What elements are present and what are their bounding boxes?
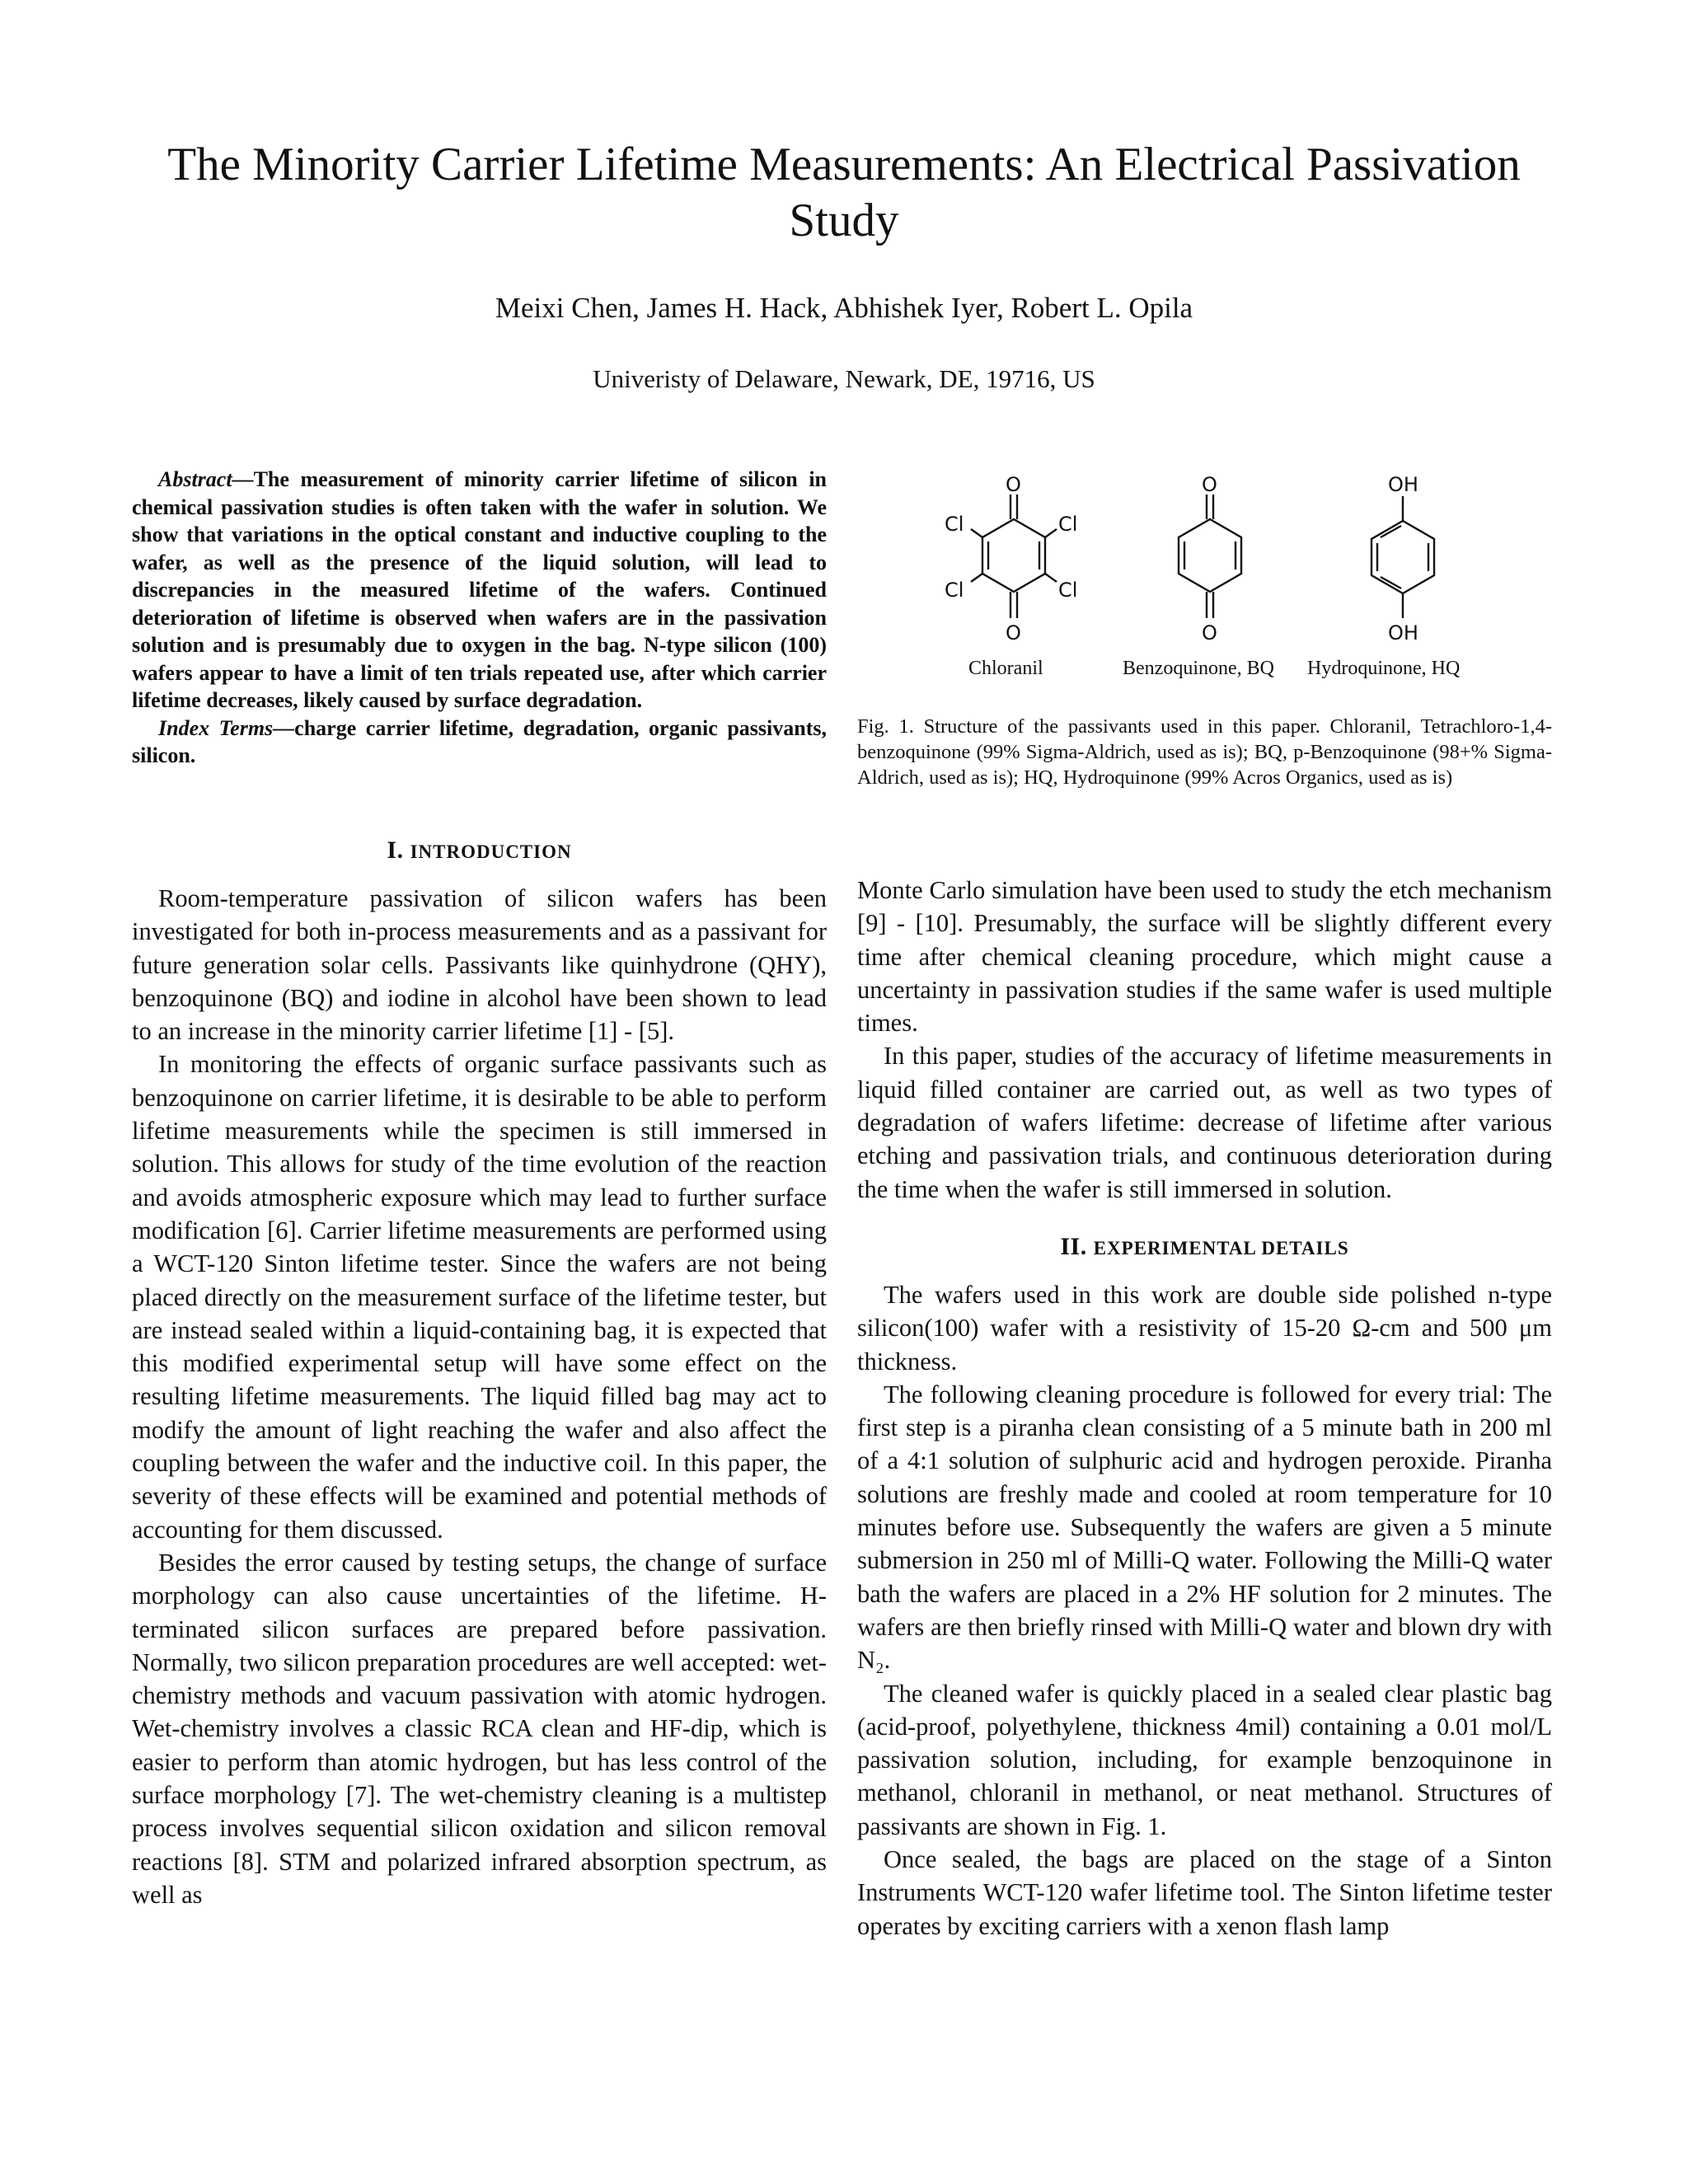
section-heading-experimental <box>857 1230 1552 1265</box>
index-terms-text: charge carrier lifetime, degradation, organic passivants, silicon. <box>132 715 827 767</box>
chloranil-o-bottom: O <box>1006 621 1021 644</box>
abstract-label: Abstract— <box>158 467 254 491</box>
paper-title: The Minority Carrier Lifetime Measurements: An Electrical Passivation Study <box>167 138 1521 246</box>
chemical-structures-diagram <box>907 462 1508 659</box>
figure-1-structures <box>907 462 1508 692</box>
right-column <box>857 874 1552 1943</box>
section-number: I. <box>387 837 404 864</box>
paragraph: Monte Carlo simulation have been used to study the etch mechanism [9] - [10]. Presumably, the surface will be slightly different every time after chemical cleaning procedure, which might cause a uncertainty in passivation studies if the same wafer is used multiple times. <box>857 876 1552 1038</box>
affiliation: Univeristy of Delaware, Newark, DE, 19716, US <box>593 364 1095 393</box>
benzoquinone-label: Benzoquinone, BQ <box>1123 658 1274 679</box>
chloranil-o-top: O <box>1006 473 1021 496</box>
hydroquinone-label: Hydroquinone, HQ <box>1307 658 1461 679</box>
author-list: Meixi Chen, James H. Hack, Abhishek Iyer, Robert L. Opila <box>495 292 1193 324</box>
chloranil-cl-2: Cl <box>1058 579 1078 602</box>
abstract <box>132 466 827 770</box>
paragraph: Room-temperature passivation of silicon wafers has been investigated for both in-process measurements and as a passivant for future generation solar cells. Passivants like quinhydrone (QHY), benzoquinone (BQ) and iodine in alcohol have been shown to lead to an increase in the minority carrier lifetime [1] - [5]. <box>132 884 827 1046</box>
abstract-text: The measurement of minority carrier lifetime of silicon in chemical passivation studies is often taken with the wafer in solution. We show that variations in the optical constant and inductive coupling to the wafer, as well as the presence of the liquid solution, will lead to discrepancies in the measured lifetime of the wafers. Continued deterioration of lifetime is observed when wafers are in the passivation solution and is presumably due to oxygen in the bag. N-type silicon (100) wafers appear to have a limit of ten trials repeated use, after which carrier lifetime decreases, likely caused by surface degradation. <box>132 467 827 712</box>
bq-o-bottom: O <box>1202 621 1217 644</box>
paragraph: Once sealed, the bags are placed on the stage of a Sinton Instruments WCT-120 wafer lifetime tool. The Sinton lifetime tester operates by exciting carriers with a xenon flash lamp <box>857 1845 1552 1940</box>
hq-oh-bottom: OH <box>1388 621 1418 644</box>
left-column <box>132 834 827 1911</box>
paragraph: In this paper, studies of the accuracy of lifetime measurements in liquid filled container are carried out, as well as two types of degradation of wafers lifetime: decrease of lifetime after various etching and passivation trials, and continuous deterioration during the time when the wafer is still immersed in solution. <box>857 1042 1552 1203</box>
benzoquinone-structure <box>1179 494 1241 618</box>
hq-oh-top: OH <box>1388 473 1418 496</box>
paragraph: The wafers used in this work are double side polished n-type silicon(100) wafer with a resistivity of 15-20 Ω-cm and 500 μm thickness. <box>857 1280 1552 1376</box>
hydroquinone-structure <box>1372 496 1434 618</box>
paragraph: The following cleaning procedure is followed for every trial: The first step is a piranha clean consisting of a 5 minute bath in 200 ml of a 4:1 solution of sulphuric acid and hydrogen peroxide. Piranha solutions are freshly made and cooled at room temperature for 10 minutes before use. Subsequently the wafers are given a 5 minute submersion in 250 ml of Milli-Q water. Following the Milli-Q water bath the wafers are placed in a 2% HF solution for 2 minutes. The wafers are then briefly rinsed with Milli-Q water and blown dry with N₂. <box>857 1380 1552 1675</box>
chloranil-cl-4: Cl <box>945 579 964 602</box>
section-title: INTRODUCTION <box>410 841 572 862</box>
section-heading-introduction <box>132 834 827 869</box>
abstract-paragraph <box>132 466 827 715</box>
chloranil-structure <box>971 494 1057 618</box>
bq-o-top: O <box>1202 473 1217 496</box>
chloranil-cl-3: Cl <box>945 513 964 536</box>
paragraph: Besides the error caused by testing setups, the change of surface morphology can also cause uncertainties of the lifetime. H-terminated silicon surfaces are prepared before passivation. Normally, two silicon preparation procedures are well accepted: wet-chemistry methods and vacuum passivation with atomic hydrogen. Wet-chemistry involves a classic RCA clean and HF-dip, which is easier to perform than atomic hydrogen, but has less control of the surface morphology [7]. The wet-chemistry cleaning is a multistep process involves sequential silicon oxidation and silicon removal reactions [8]. STM and polarized infrared absorption spectrum, as well as <box>132 1548 827 1909</box>
paragraph: The cleaned wafer is quickly placed in a sealed clear plastic bag (acid-proof, polyethylene, thickness 4mil) containing a 0.01 mol/L passivation solution, including, for example benzoquinone in methanol, chloranil in methanol, or neat methanol. Structures of passivants are shown in Fig. 1. <box>857 1679 1552 1840</box>
index-terms <box>132 715 827 770</box>
index-terms-label: Index Terms— <box>158 715 295 740</box>
figure-1-caption: Fig. 1. Structure of the passivants used in this paper. Chloranil, Tetrachloro-1,4-benzoquinone (99% Sigma-Aldrich, used as is); BQ, p-Benzoquinone (98+% Sigma-Aldrich, used as is); HQ, Hydroquinone (99% Acros Organics, used as is) <box>857 715 1552 789</box>
section-title: EXPERIMENTAL DETAILS <box>1093 1237 1349 1258</box>
paragraph: In monitoring the effects of organic surface passivants such as benzoquinone on carrier lifetime, it is desirable to be able to perform lifetime measurements while the specimen is still immersed in solution. This allows for study of the time evolution of the reaction and avoids atmospheric exposure which may lead to further surface modification [6]. Carrier lifetime measurements are performed using a WCT-120 Sinton lifetime tester. Since the wafers are not being placed directly on the measurement surface of the lifetime tester, but are instead sealed within a liquid-containing bag, it is expected that this modified experimental setup will have some effect on the resulting lifetime measurements. The liquid filled bag may act to modify the amount of light reaching the wafer and also affect the coupling between the wafer and the inductive coil. In this paper, the severity of these effects will be examined and potential methods of accounting for them discussed. <box>132 1050 827 1544</box>
section-number: II. <box>1060 1232 1087 1260</box>
chloranil-label: Chloranil <box>968 658 1043 679</box>
chloranil-cl-1: Cl <box>1058 513 1078 536</box>
